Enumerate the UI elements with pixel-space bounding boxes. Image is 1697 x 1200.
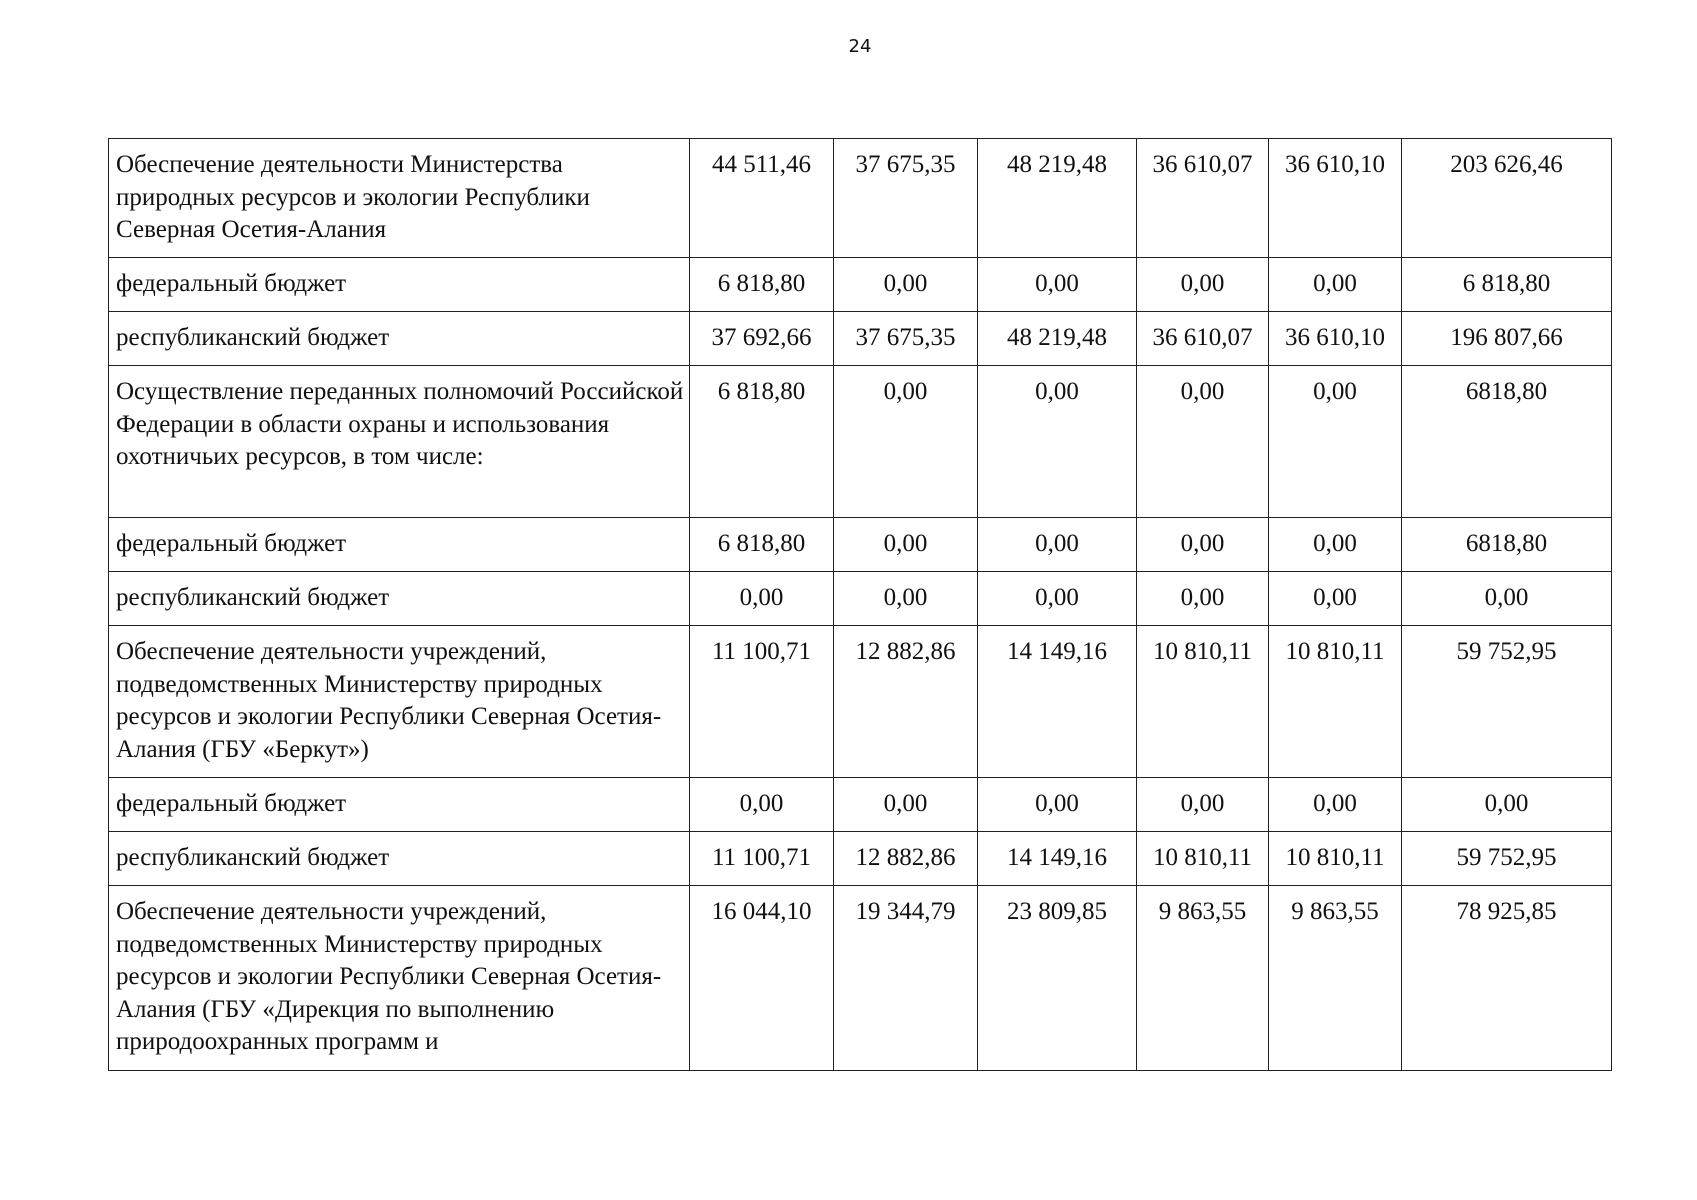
value-cell: 0,00: [1137, 572, 1269, 626]
value-cell: 0,00: [1269, 778, 1402, 832]
budget-table: [108, 138, 1612, 1071]
value-cell: 10 810,11: [1137, 832, 1269, 886]
table-row: [109, 258, 1612, 312]
total-cell: 0,00: [1402, 778, 1612, 832]
table-row: [109, 626, 1612, 778]
table-row: [109, 366, 1612, 518]
value-cell: 0,00: [978, 572, 1137, 626]
value-cell: 10 810,11: [1269, 626, 1402, 778]
row-name: федеральный бюджет: [109, 778, 690, 832]
value-cell: 0,00: [834, 518, 978, 572]
value-cell: 0,00: [978, 258, 1137, 312]
value-cell: 48 219,48: [978, 312, 1137, 366]
row-name: республиканский бюджет: [109, 832, 690, 886]
total-cell: 203 626,46: [1402, 139, 1612, 258]
value-cell: 36 610,07: [1137, 312, 1269, 366]
value-cell: 0,00: [1137, 778, 1269, 832]
value-cell: 0,00: [978, 518, 1137, 572]
value-cell: 6 818,80: [690, 366, 834, 518]
total-cell: 59 752,95: [1402, 832, 1612, 886]
value-cell: 0,00: [834, 366, 978, 518]
value-cell: 23 809,85: [978, 886, 1137, 1071]
row-name: федеральный бюджет: [109, 518, 690, 572]
value-cell: 0,00: [1137, 518, 1269, 572]
value-cell: 0,00: [1269, 518, 1402, 572]
value-cell: 10 810,11: [1269, 832, 1402, 886]
row-name: Обеспечение деятельности Министерства природных ресурсов и экологии Республики Северная Осетия-Алания: [109, 139, 690, 258]
value-cell: 0,00: [978, 366, 1137, 518]
row-name: Осуществление переданных полномочий Российской Федерации в области охраны и использования охотничьих ресурсов, в том числе:: [109, 366, 690, 518]
total-cell: 0,00: [1402, 572, 1612, 626]
value-cell: 0,00: [834, 778, 978, 832]
value-cell: 0,00: [1269, 366, 1402, 518]
value-cell: 48 219,48: [978, 139, 1137, 258]
table-row: [109, 139, 1612, 258]
value-cell: 0,00: [690, 572, 834, 626]
value-cell: 12 882,86: [834, 832, 978, 886]
value-cell: 37 675,35: [834, 139, 978, 258]
value-cell: 37 692,66: [690, 312, 834, 366]
value-cell: 44 511,46: [690, 139, 834, 258]
value-cell: 11 100,71: [690, 626, 834, 778]
row-name: республиканский бюджет: [109, 312, 690, 366]
value-cell: 0,00: [1137, 258, 1269, 312]
value-cell: 0,00: [1269, 258, 1402, 312]
value-cell: 6 818,80: [690, 258, 834, 312]
table-row: [109, 832, 1612, 886]
table-row: [109, 518, 1612, 572]
value-cell: 0,00: [1269, 572, 1402, 626]
total-cell: 6818,80: [1402, 518, 1612, 572]
value-cell: 14 149,16: [978, 626, 1137, 778]
total-cell: 196 807,66: [1402, 312, 1612, 366]
value-cell: 9 863,55: [1137, 886, 1269, 1071]
row-name: республиканский бюджет: [109, 572, 690, 626]
value-cell: 9 863,55: [1269, 886, 1402, 1071]
value-cell: 36 610,10: [1269, 312, 1402, 366]
value-cell: 0,00: [690, 778, 834, 832]
value-cell: 36 610,07: [1137, 139, 1269, 258]
value-cell: 12 882,86: [834, 626, 978, 778]
table-row: [109, 312, 1612, 366]
value-cell: 16 044,10: [690, 886, 834, 1071]
value-cell: 0,00: [834, 572, 978, 626]
value-cell: 36 610,10: [1269, 139, 1402, 258]
value-cell: 0,00: [978, 778, 1137, 832]
row-name: Обеспечение деятельности учреждений, подведомственных Министерству природных ресурсов и экологии Республики Северная Осетия-Алания (ГБУ «Дирекция по выполнению природоохранных программ и: [109, 886, 690, 1071]
total-cell: 6818,80: [1402, 366, 1612, 518]
table-row: [109, 572, 1612, 626]
row-name: Обеспечение деятельности учреждений, подведомственных Министерству природных ресурсов и экологии Республики Северная Осетия-Алания (ГБУ «Беркут»): [109, 626, 690, 778]
value-cell: 11 100,71: [690, 832, 834, 886]
value-cell: 37 675,35: [834, 312, 978, 366]
page-number: 24: [848, 36, 872, 57]
value-cell: 6 818,80: [690, 518, 834, 572]
total-cell: 59 752,95: [1402, 626, 1612, 778]
total-cell: 6 818,80: [1402, 258, 1612, 312]
total-cell: 78 925,85: [1402, 886, 1612, 1071]
table-row: [109, 778, 1612, 832]
value-cell: 0,00: [1137, 366, 1269, 518]
row-name: федеральный бюджет: [109, 258, 690, 312]
table-row: [109, 886, 1612, 1071]
value-cell: 19 344,79: [834, 886, 978, 1071]
value-cell: 0,00: [834, 258, 978, 312]
value-cell: 10 810,11: [1137, 626, 1269, 778]
value-cell: 14 149,16: [978, 832, 1137, 886]
